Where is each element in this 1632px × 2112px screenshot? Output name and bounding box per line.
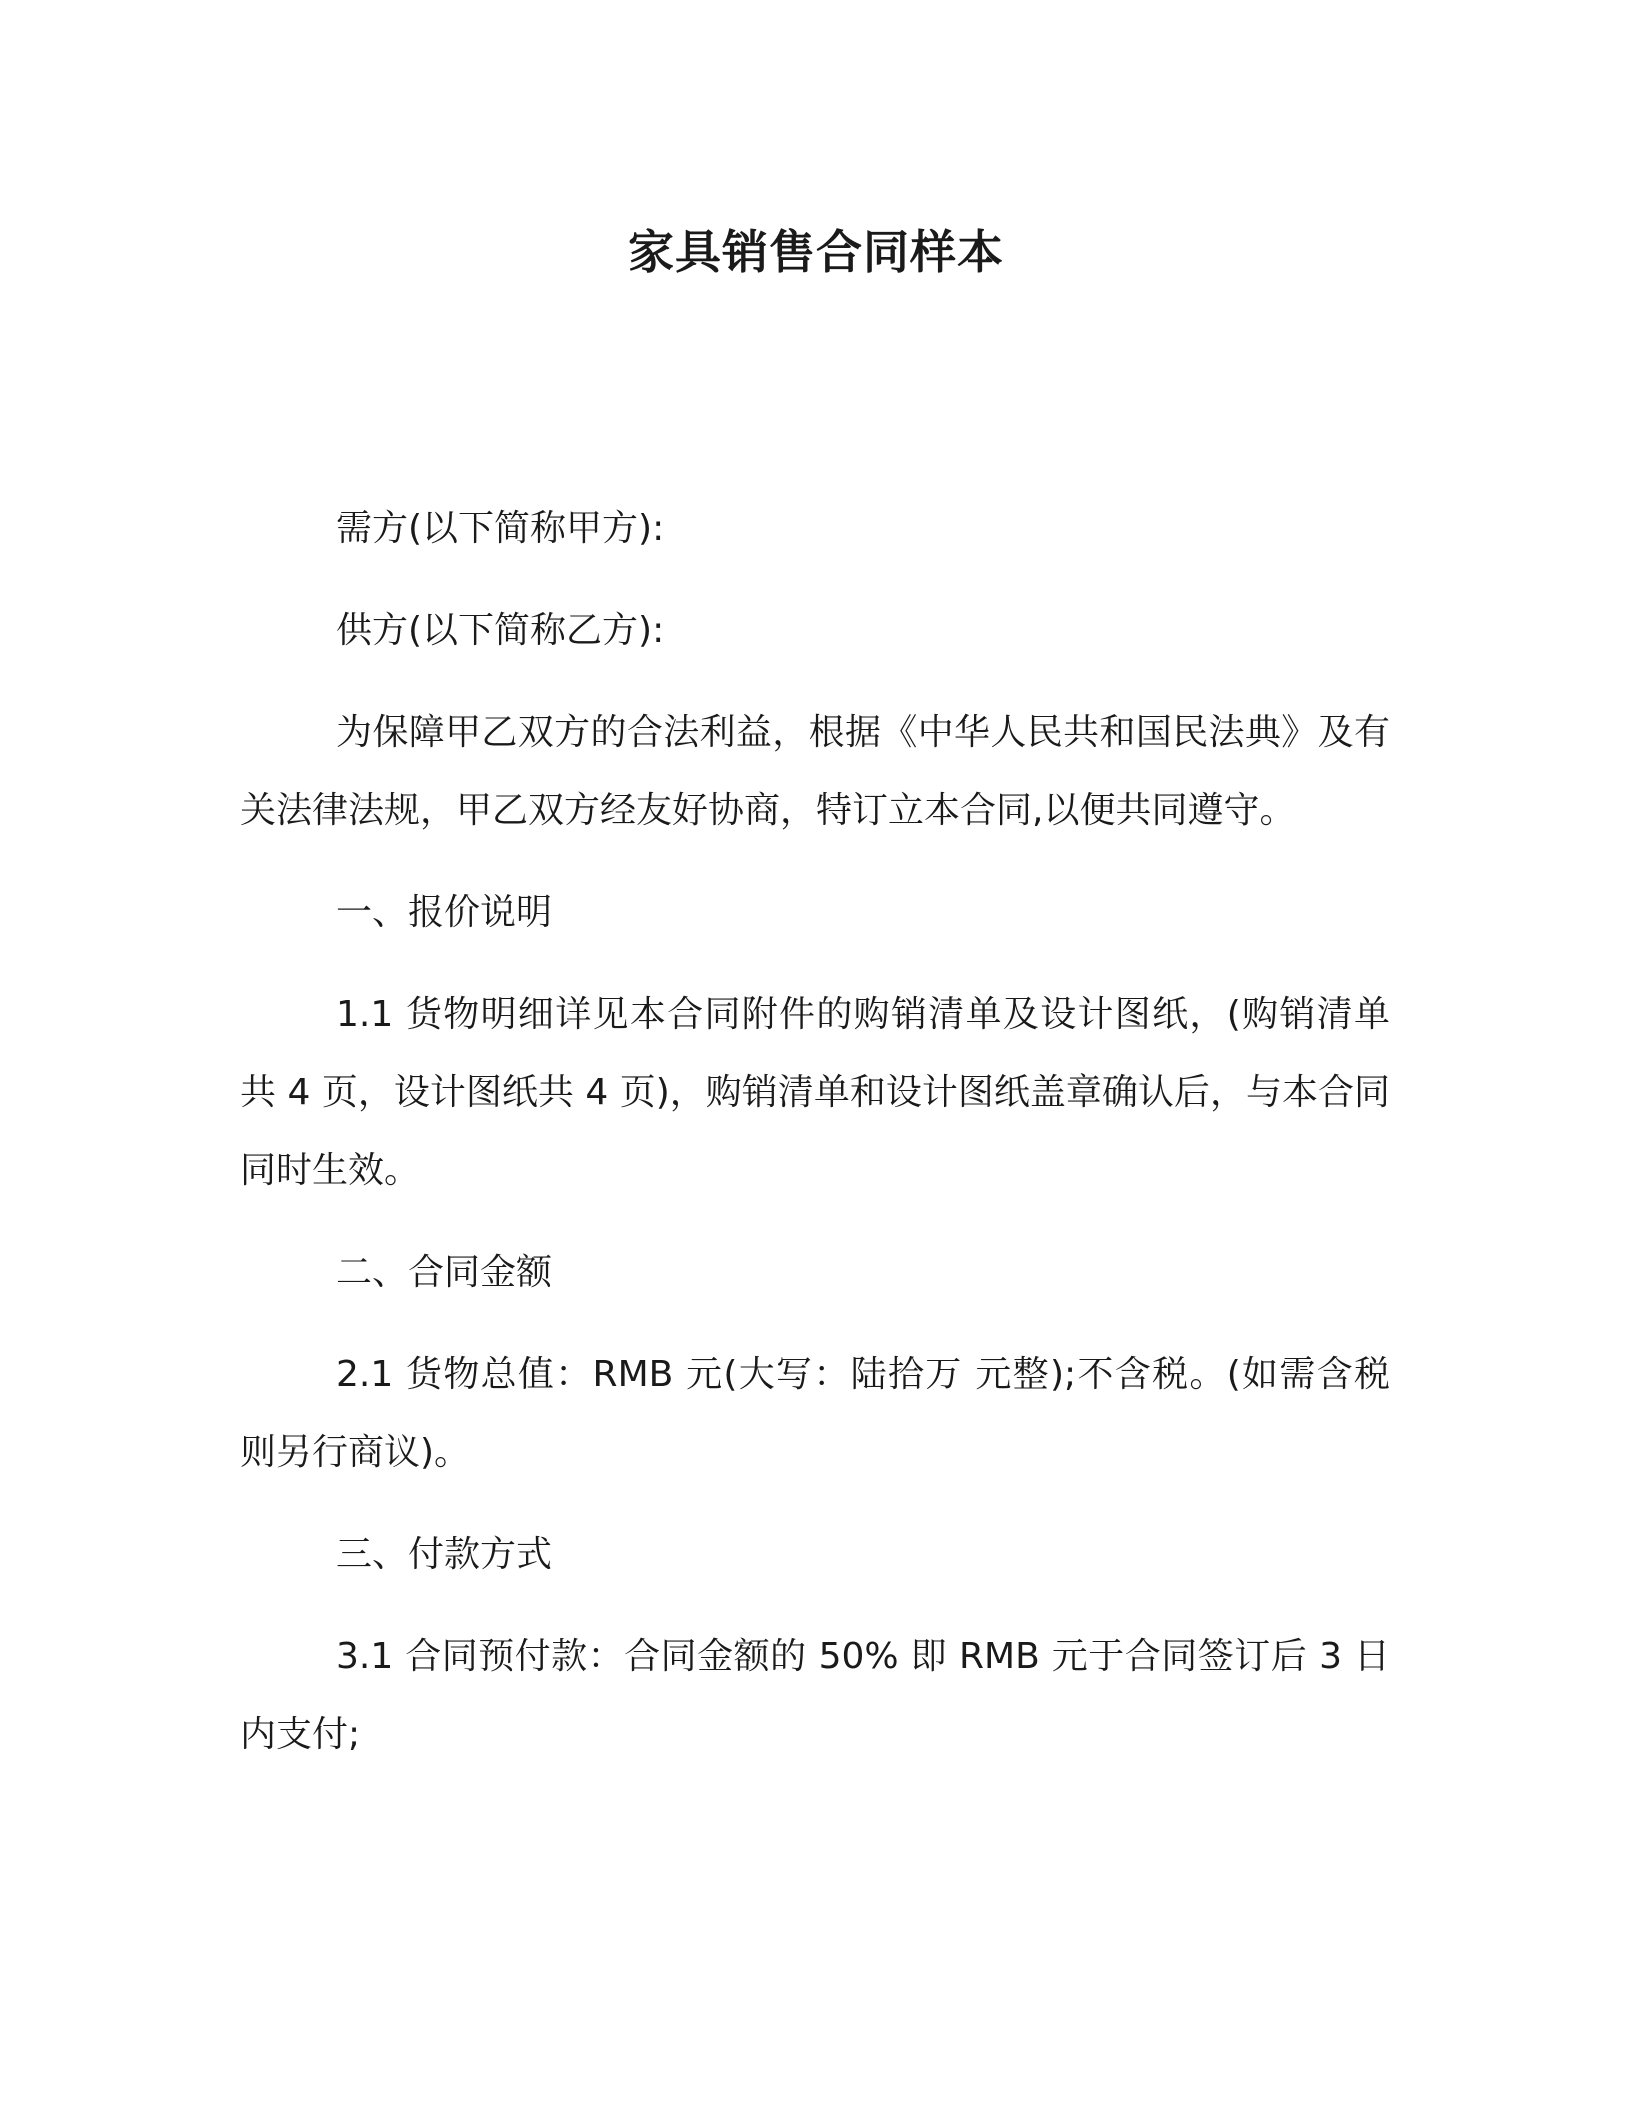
section-heading-amount: 二、合同金额 — [336, 1252, 553, 1293]
section-heading-payment: 三、付款方式 — [336, 1534, 553, 1575]
section-heading-quotation: 一、报价说明 — [336, 892, 553, 933]
clause-2-1: 2.1 货物总值：RMB 元(大写：陆拾万 元整);不含税。(如需含税则另行商议)。 — [240, 1354, 1390, 1473]
party-b-line: 供方(以下简称乙方): — [336, 610, 665, 651]
document-body — [240, 490, 1390, 1798]
document-title: 家具销售合同样本 — [628, 225, 1004, 279]
preamble-paragraph: 为保障甲乙双方的合法利益，根据《中华人民共和国民法典》及有关法律法规，甲乙双方经友好协商，特订立本合同,以便共同遵守。 — [240, 712, 1390, 831]
clause-1-1: 1.1 货物明细详见本合同附件的购销清单及设计图纸，(购销清单共 4 页，设计图纸共 4 页)，购销清单和设计图纸盖章确认后，与本合同同时生效。 — [240, 994, 1390, 1191]
clause-3-1: 3.1 合同预付款：合同金额的 50% 即 RMB 元于合同签订后 3 日内支付; — [240, 1636, 1390, 1755]
party-a-line: 需方(以下简称甲方): — [336, 508, 665, 549]
